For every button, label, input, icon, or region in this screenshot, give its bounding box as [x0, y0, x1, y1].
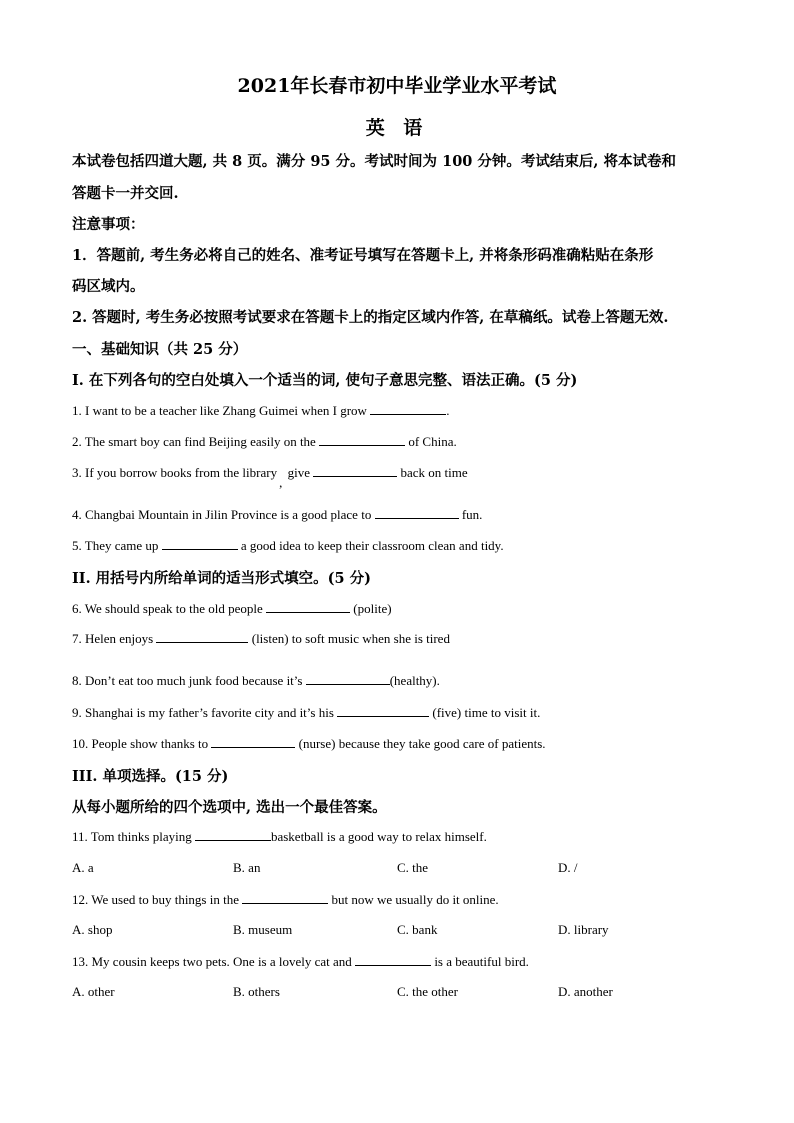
question-4-end: fun.	[458, 507, 483, 522]
intro-line-1: 本试卷包括四道大题, 共 8 页。满分 95 分。考试时间为 100 分钟。考试结束后, 将本试卷和	[72, 153, 677, 170]
question-12-end: but now we usually do it online.	[328, 892, 499, 907]
question-1-blank[interactable]	[370, 402, 446, 415]
question-12-option-c[interactable]: C. bank	[397, 922, 438, 937]
question-3-end: back on time	[397, 465, 468, 480]
question-8-end: (healthy).	[389, 673, 440, 688]
question-4	[72, 506, 482, 523]
question-3-mid: give	[284, 465, 314, 480]
question-9-end: (five) time to visit it.	[429, 705, 541, 720]
question-13-option-a[interactable]: A. other	[72, 984, 115, 999]
question-9	[72, 704, 540, 721]
question-11	[72, 828, 487, 845]
question-10-text: 10. People show thanks to	[72, 736, 212, 751]
question-11-text: 11. Tom thinks playing	[72, 829, 195, 844]
question-10	[72, 735, 546, 752]
question-2-blank[interactable]	[319, 433, 405, 446]
question-6	[72, 600, 392, 617]
question-11-option-d[interactable]: D. /	[558, 860, 578, 875]
section-2-heading: II. 用括号内所给单词的适当形式填空。(5 分)	[72, 570, 372, 587]
question-13-text: 13. My cousin keeps two pets. One is a lovely cat and	[72, 954, 356, 969]
question-8-text: 8. Don’t eat too much junk food because it’s	[72, 673, 306, 688]
question-1-text: 1. I want to be a teacher like Zhang Guimei when I grow	[72, 403, 371, 418]
question-12-text: 12. We used to buy things in the	[72, 892, 243, 907]
question-13-option-c[interactable]: C. the other	[397, 984, 459, 999]
question-10-end: (nurse) because they take good care of patients.	[295, 736, 546, 751]
question-8-blank[interactable]	[306, 672, 390, 685]
question-1	[72, 402, 449, 419]
question-11-option-c[interactable]: C. the	[397, 860, 429, 875]
question-2-end: of China.	[405, 434, 457, 449]
section-3-instruction: 从每小题所给的四个选项中, 选出一个最佳答案。	[72, 799, 387, 816]
question-3-blank[interactable]	[313, 464, 397, 477]
question-11-blank[interactable]	[195, 828, 271, 841]
question-2	[72, 433, 457, 450]
question-13-blank[interactable]	[355, 953, 431, 966]
section-3-heading: III. 单项选择。(15 分)	[72, 768, 229, 785]
question-12-option-b[interactable]: B. museum	[233, 922, 293, 937]
question-9-blank[interactable]	[337, 704, 429, 717]
question-13-option-b[interactable]: B. others	[233, 984, 280, 999]
question-2-text: 2. The smart boy can find Beijing easily on the	[72, 434, 320, 449]
question-11-option-a[interactable]: A. a	[72, 860, 94, 875]
question-7	[72, 630, 450, 647]
question-4-blank[interactable]	[375, 506, 459, 519]
part-1-heading: 一、基础知识（共 25 分）	[72, 341, 248, 358]
question-5-blank[interactable]	[162, 537, 238, 550]
note-1-line-1: 1．答题前, 考生务必将自己的姓名、准考证号填写在答题卡上, 并将条形码准确粘贴在条形	[72, 247, 654, 264]
exam-title: 2021年长春市初中毕业学业水平考试	[237, 75, 557, 97]
question-6-end: (polite)	[350, 601, 392, 616]
intro-line-2: 答题卡一并交回.	[72, 185, 179, 202]
question-13-option-d[interactable]: D. another	[558, 984, 613, 999]
note-2: 2. 答题时, 考生务必按照考试要求在答题卡上的指定区域内作答, 在草稿纸。试卷上答题无效.	[72, 309, 669, 326]
question-12	[72, 891, 499, 908]
question-6-blank[interactable]	[266, 600, 350, 613]
question-12-blank[interactable]	[242, 891, 328, 904]
question-4-text: 4. Changbai Mountain in Jilin Province is a good place to	[72, 507, 375, 522]
question-9-text: 9. Shanghai is my father’s favorite city and it’s his	[72, 705, 338, 720]
notes-heading: 注意事项：	[72, 216, 145, 233]
question-13-end: is a beautiful bird.	[431, 954, 529, 969]
question-6-text: 6. We should speak to the old people	[72, 601, 267, 616]
question-1-end: .	[446, 403, 450, 418]
question-7-blank[interactable]	[156, 630, 248, 643]
question-13	[72, 953, 529, 970]
question-3	[72, 464, 468, 490]
question-10-blank[interactable]	[211, 735, 295, 748]
subject-title: 英 语	[365, 117, 429, 139]
question-12-option-a[interactable]: A. shop	[72, 922, 113, 937]
question-3-comma: ,	[279, 475, 283, 490]
question-5-text: 5. They came up	[72, 538, 162, 553]
section-1-heading: I. 在下列各句的空白处填入一个适当的词, 使句子意思完整、语法正确。(5 分)	[72, 372, 578, 389]
question-3-text: 3. If you borrow books from the library	[72, 465, 278, 480]
note-1-line-2: 码区域内。	[72, 278, 145, 295]
question-11-option-b[interactable]: B. an	[233, 860, 261, 875]
question-12-option-d[interactable]: D. library	[558, 922, 609, 937]
question-5-end: a good idea to keep their classroom clean and tidy.	[237, 538, 504, 553]
question-7-end: (listen) to soft music when she is tired	[248, 631, 450, 646]
question-8	[72, 672, 440, 689]
question-5	[72, 537, 504, 554]
question-7-text: 7. Helen enjoys	[72, 631, 157, 646]
question-11-end: basketball is a good way to relax himself.	[270, 829, 487, 844]
